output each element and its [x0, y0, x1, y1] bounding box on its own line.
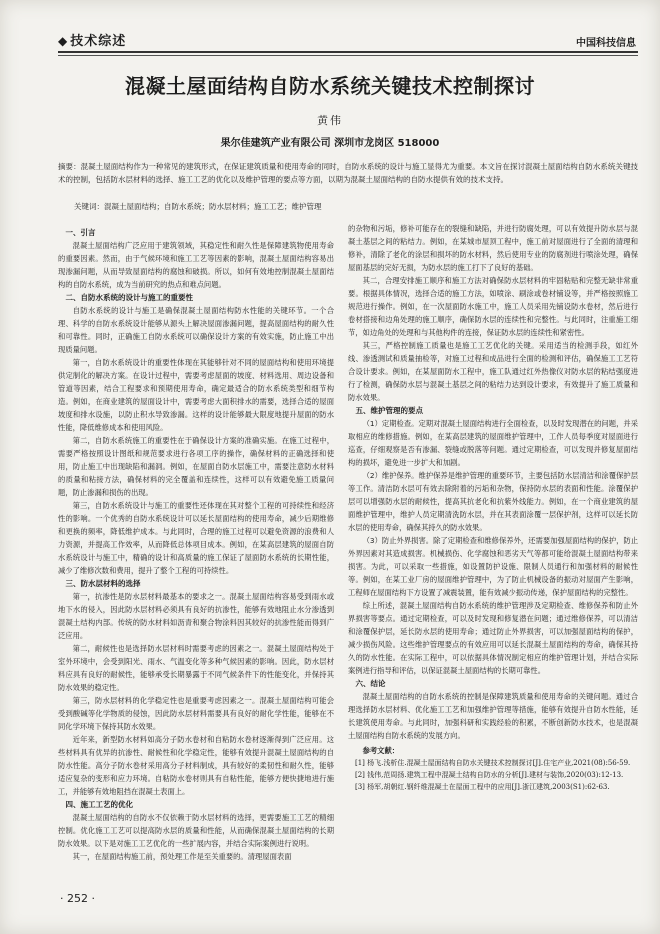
paragraph: （1）定期检查。定期对混凝土屋面结构进行全面检查，以及时发现潜在的问题，并采取相应的维修措施。例如，在某高层建筑的屋面维护管理中，工作人员每季度对屋面进行巡查，仔细观察是否有渗漏、裂缝或脱落等问题。通过定期检查，可以发现并修复屋面结构的损坏，避免进一步扩大和加剧。: [348, 419, 638, 467]
section-label-text: 技术综述: [70, 34, 127, 49]
paragraph: 第三，自防水系统设计与施工的重要性还体现在其对整个工程的可持续性和经济性的影响。一个优秀的自防水系统设计可以延长屋面结构的使用寿命，减少后期维修和更换的频率，降低维护成本。与此同时，合理的施工过程可以避免资源的浪费和人力资源，并提高工作效率，从而降低总体项目成本。例如，在某高层建筑的屋面自防水系统设计与施工中，精确的设计和高质量的施工保证了屋面防水系统的长期性能，减少了维修次数和费用，提升了整个工程的可持续性。: [58, 501, 334, 575]
right-column: [348, 222, 638, 887]
page-number: · 252 ·: [60, 892, 95, 905]
paragraph: 混凝土屋面结构的自防水不仅依赖于防水层材料的选择，更需要施工工艺的精细控制。优化施工工艺可以提高防水层的质量和性能，从而确保混凝土屋面结构的长期防水效果。以下是对施工工艺优化的一些扩展内容，并结合实际案例进行说明。: [58, 813, 334, 848]
paragraph: （2）维护保养。维护保养是维护管理的重要环节，主要包括防水层清洁和涂覆保护层等工作。清洁防水层可有效去除附着的污垢和杂物，保持防水层的表面和性能。涂覆保护层可以增强防水层的耐候性，提高其抗老化和抗紫外线能力。例如，在一个商业建筑的屋面维护管理中，维护人员定期清洗防水层，并在其表面涂覆一层保护剂，这样可以延长防水层的使用寿命，确保其持久的防水效果。: [348, 471, 638, 532]
section-heading: 三、防水层材料的选择: [65, 579, 141, 588]
article-abstract: 摘要：混凝土屋面结构作为一种常见的建筑形式，在保证建筑质量和使用寿命的同时，自防水系统的设计与施工显得尤为重要。本文旨在探讨混凝土屋面结构自防水系统关键技术的控制，包括防水层材料的选择、施工工艺的优化以及维护管理的要点等方面，以期为混凝土屋面结构的自防水提供有效的技术支持。: [58, 162, 638, 184]
section-heading: 二、自防水系统的设计与施工的重要性: [65, 293, 193, 302]
section-label: [58, 30, 126, 49]
paragraph: 其一，在屋面结构施工前，预处理工作是至关重要的。清理屋面表面: [72, 852, 292, 861]
paragraph: 综上所述，混凝土屋面结构自防水系统的维护管理涉及定期检查、维修保养和防止外界损害等要点。通过定期检查，可以及时发现和修复潜在问题；通过维修保养，可以清洁和涂覆保护层，延长防水层的使用寿命；通过防止外界损害，可以加强屋面结构的保护，减少损伤风险。这些维护管理要点的有效应用可以延长混凝土屋面结构的寿命，确保其持久的防水性能。在实际工程中，可以依据具体情况制定相应的维护管理计划，并结合实际案例进行指导和评估，以保证混凝土屋面结构的长期可靠性。: [348, 601, 638, 675]
left-column: [58, 226, 334, 861]
article-keywords: 关键词：混凝土屋面结构；自防水系统；防水层材料；施工工艺；维护管理: [74, 202, 322, 211]
paragraph: 第二，耐候性也是选择防水层材料时需要考虑的因素之一。混凝土屋面结构处于室外环境中，会受到阳光、雨水、气温变化等多种气候因素的影响。因此，防水层材料应具有良好的耐候性，能够承受长期暴露于不同气候条件下的性能变化，并保持其防水效果的稳定性。: [58, 644, 334, 692]
article-title: 混凝土屋面结构自防水系统关键技术控制探讨: [125, 74, 535, 98]
paragraph: 混凝土屋面结构的自防水系统的控制是保障建筑质量和使用寿命的关键问题。通过合理选择防水层材料、优化施工工艺和加强维护管理等措施，能够有效提升自防水性能，延长建筑使用寿命。与此同时，加强科研和实践经验的积累，不断创新防水技术，也是混凝土屋面结构自防水系统的发展方向。: [348, 692, 638, 740]
paragraph: 第一，自防水系统设计的重要性体现在其能够针对不同的屋面结构和使用环境提供定制化的解决方案。在设计过程中，需要考虑屋面的坡度、材料选用、周边设备和管道等因素，结合工程要求和预期使用寿命，确定最适合的防水系统类型和细节构造。例如，在商业建筑的屋面设计中，需要考虑大面积排水的需要，选择合适的屋面坡度和排水设施，以防止积水导致渗漏。这样的设计能够最大限度地提升屋面的防水性能，降低维修成本和使用风险。: [58, 358, 334, 432]
paragraph: 第一，抗渗性是防水层材料最基本的要求之一。混凝土屋面结构容易受到雨水或地下水的侵入，因此防水层材料必须具有良好的抗渗性，能够有效地阻止水分渗透到混凝土结构内部。传统的防水材料如沥青和聚合物涂料因其较好的抗渗性能而得到广泛应用。: [58, 592, 334, 640]
paragraph: 混凝土屋面结构广泛应用于建筑领域，其稳定性和耐久性是保障建筑物使用寿命的重要因素。然而，由于气候环境和施工工艺等因素的影响，混凝土屋面结构容易出现渗漏问题，从而导致屋面结构的腐蚀和破损。所以，如何有效地控制混凝土屋面结构的自防水系统，成为当前研究的热点和难点问题。: [58, 241, 334, 289]
reference-item: [3] 杨军,胡朝红.钢纤维混凝土在屋面工程中的应用[J].浙江建筑,2003(S1):62-63.: [355, 783, 610, 791]
reference-item: [1] 杨飞.浅析住.混凝土屋面结构自防水关键技术控制探讨[J].住宅产业,2021(08):56-59.: [355, 759, 631, 767]
references-list: [348, 757, 638, 793]
paragraph: 第二，自防水系统施工的重要性在于确保设计方案的准确实施。在施工过程中，需要严格按照设计图纸和规范要求进行各项工序的操作，确保材料的正确选择和使用，防止施工中出现缺陷和漏洞。例如，在屋面自防水层施工中，需要注意防水材料的质量和粘接方法，确保材料的完全覆盖和连续性，这样可以有效避免施工质量问题，防止渗漏和损伤的出现。: [58, 436, 334, 497]
reference-item: [2] 钱伟,范周扬.建筑工程中混凝土结构自防水的分析[J].建材与装饰,2020(03):12-13.: [355, 771, 624, 779]
journal-name: 中国科技信息: [576, 38, 636, 49]
article-affiliation: 果尔佳建筑产业有限公司 深圳市龙岗区 518000: [220, 138, 440, 149]
section-heading: 六、结论: [355, 679, 386, 688]
paragraph: 近年来，新型防水材料如高分子防水卷材和自粘防水卷材逐渐得到广泛应用。这些材料具有优异的抗渗性、耐候性和化学稳定性，能够有效提升混凝土屋面结构的自防水性能。高分子防水卷材采用高分子材料制成，具有较好的柔韧性和耐久性，能够适应复杂的变形和应力环境。自粘防水卷材则具有自粘性能，能够方便快捷地进行施工，并能够有效地阻挡在混凝土表面上。: [58, 735, 334, 796]
section-heading: 五、维护管理的要点: [355, 406, 423, 415]
header-rule: [58, 51, 638, 53]
section-heading: 一、引言: [65, 228, 96, 237]
paragraph: 第三，防水层材料的化学稳定性也是重要考虑因素之一。混凝土屋面结构可能会受到酸碱等化学物质的侵蚀，因此防水层材料需要具有良好的耐化学性能，能够在不同化学环境下保持其防水效果。: [58, 696, 334, 731]
diamond-bullet-icon: ◆: [58, 34, 69, 48]
paragraph: 其二，合理安排施工顺序和施工方法对确保防水层材料的牢固粘贴和完整无缺非常重要。根据具体情况，选择合适的施工方法，如喷涂、刷涂或卷材铺设等，并严格按照施工规范进行操作。例如，在一次屋面防水施工中，施工人员采用先铺设防水卷材，然后进行卷材搭接和边角处理的施工顺序，确保防水层的连续性和完整性。与此同时，注重施工细节，如边角处的处理和与其他构件的连接，保证防水层的连续性和紧密性。: [348, 276, 638, 337]
section-heading: 四、施工工艺的优化: [65, 800, 133, 809]
references-title: 参考文献：: [362, 746, 400, 755]
paragraph: 自防水系统的设计与施工是确保混凝土屋面结构防水性能的关键环节。一个合理、科学的自防水系统设计能够从源头上解决屋面渗漏问题，提高屋面结构的耐久性和可靠性。同时，正确施工自防水系统可以确保设计方案的有效实施，防止施工中出现质量问题。: [58, 306, 334, 354]
header-rule-thin: [58, 55, 638, 56]
article-author: 黄伟: [317, 114, 343, 127]
right-column-body: [348, 222, 638, 742]
paragraph: （3）防止外界损害。除了定期检查和维修保养外，还需要加强屋面结构的保护，防止外界因素对其造成损害。机械损伤、化学腐蚀和恶劣天气等都可能给混凝土屋面结构带来损害。为此，可以采取一些措施，如设置防护设施、限制人员通行和加强材料的耐候性等。例如，在某工业厂房的屋面维护管理中，为了防止机械设备的振动对屋面产生影响，工程师在屋面结构下方设置了减震装置，能有效减少振动传递，保护屋面结构的完整性。: [348, 536, 638, 597]
paragraph: 其三，严格控制施工质量也是施工工艺优化的关键。采用适当的检测手段，如红外线、渗透测试和质量抽检等，对施工过程和成品进行全面的检测和评估，确保施工工艺符合设计要求。例如，在某屋面防水工程中，施工队通过红外热像仪对防水层的粘结强度进行了检测，确保防水层与混凝土基层之间的粘结力达到设计要求，有效提升了施工质量和防水效果。: [348, 341, 638, 402]
paragraph: 的杂物和污垢，修补可能存在的裂缝和缺陷，并进行防腐处理，可以有效提升防水层与混凝土基层之间的粘结力。例如，在某城市屋顶工程中，施工前对屋面进行了全面的清理和修补，清除了老化的涂层和损坏的防水材料，然后使用专业的防腐剂进行喷涂处理，确保屋面基层的完好无损，为防水层的施工打下了良好的基础。: [348, 224, 638, 272]
